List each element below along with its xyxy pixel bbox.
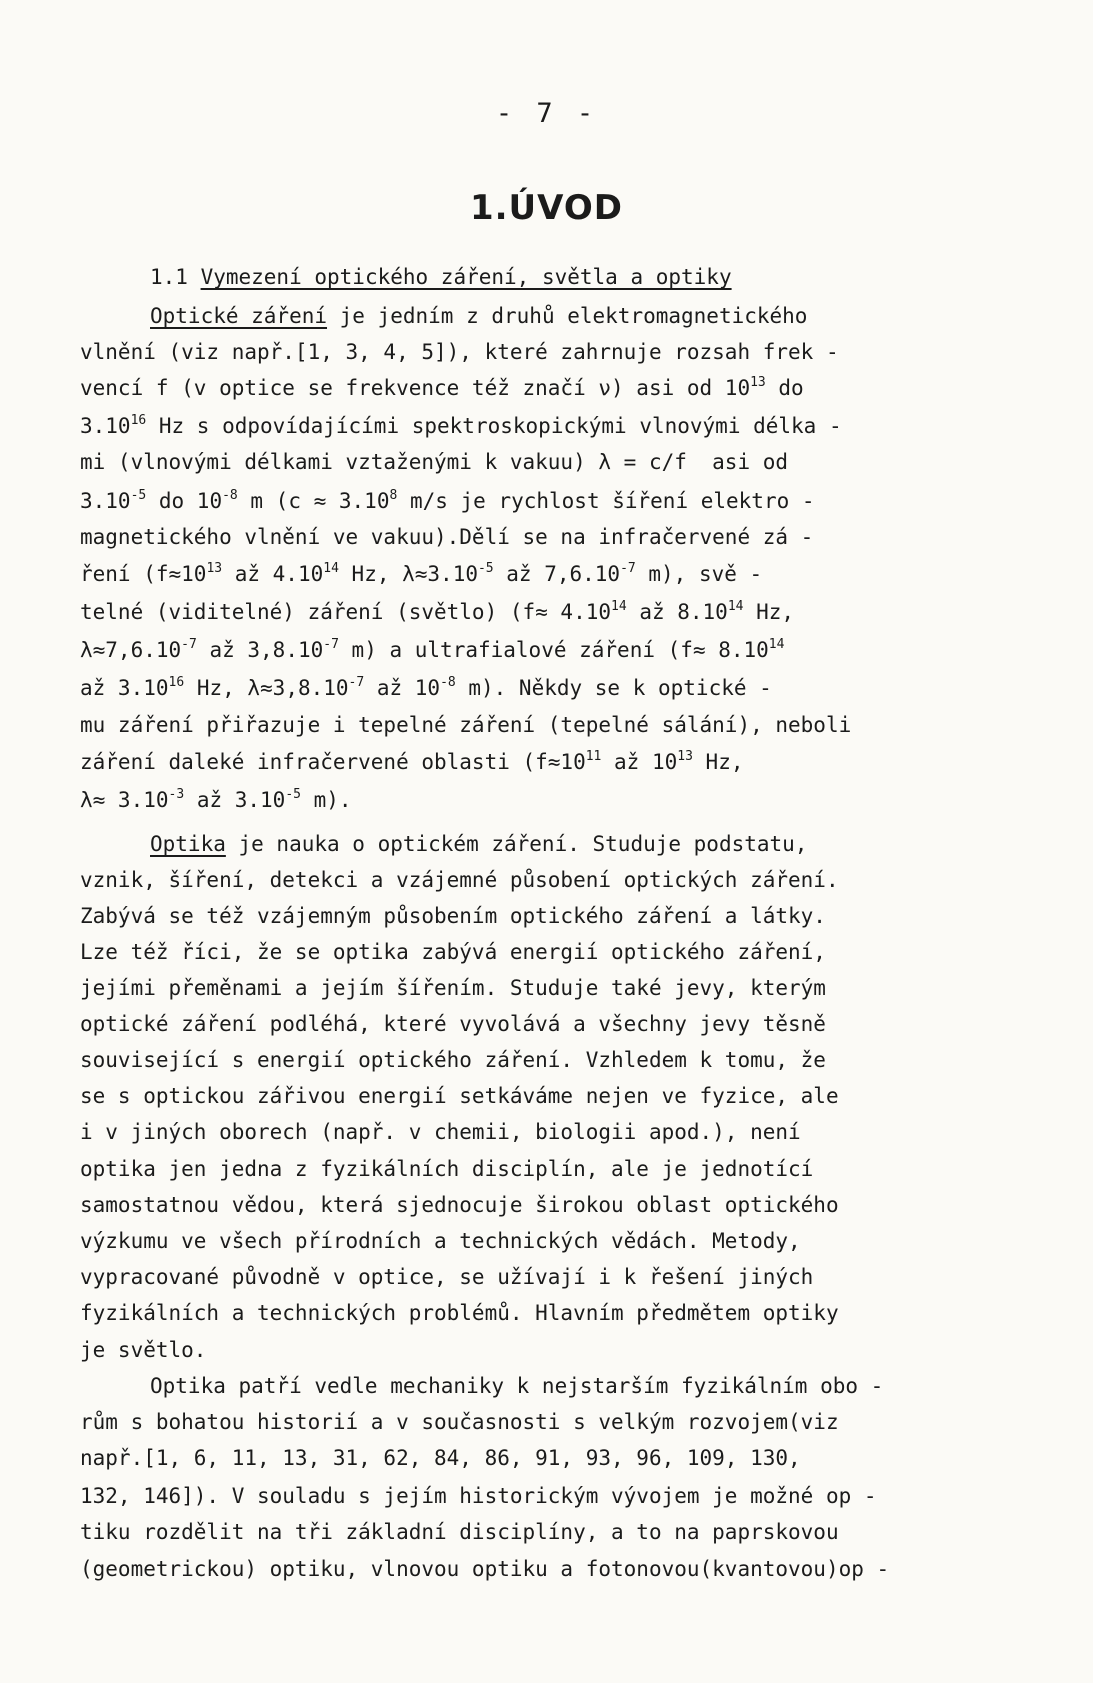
text-run: až 7,6.10: [493, 562, 621, 586]
text-run: optika jen jedna z fyzikálních disciplín, ale je jednotící: [80, 1157, 814, 1181]
text-run: (geometrickou) optiku, vlnovou optiku a fotonovou(kvantovou)op -: [80, 1557, 890, 1581]
superscript: 13: [206, 561, 223, 576]
text-run: m).: [300, 788, 352, 812]
text-run: tiku rozdělit na tři základní disciplíny, a to na paprskovou: [80, 1520, 839, 1544]
text-line: [80, 1082, 1040, 1110]
text-run: 132, 146]). V souladu s jejím historickým vývojem je možné op -: [80, 1484, 877, 1508]
text-line: [80, 866, 1040, 894]
text-run: záření daleké infračervené oblasti (f≈10: [80, 750, 586, 774]
section-heading: [150, 265, 732, 289]
superscript: -7: [181, 637, 197, 652]
text-line: [80, 1336, 1040, 1364]
text-run: Lze též říci, že se optika zabývá energií optického záření,: [80, 940, 826, 964]
text-run: do: [765, 376, 804, 400]
text-run: 3.10: [80, 489, 131, 513]
underlined-term: Optické záření: [150, 304, 328, 328]
text-line: [80, 1046, 1040, 1074]
text-line: [80, 1118, 1040, 1146]
section-number: 1.1: [150, 265, 201, 289]
text-run: je světlo.: [80, 1338, 207, 1362]
superscript: 13: [677, 749, 693, 764]
superscript: -5: [130, 488, 147, 503]
superscript: -7: [620, 561, 636, 576]
text-run: vznik, šíření, detekci a vzájemné působení optických záření.: [80, 868, 839, 892]
text-run: výzkumu ve všech přírodních a technických vědách. Metody,: [80, 1229, 801, 1253]
text-run: související s energií optického záření. Vzhledem k tomu, že: [80, 1048, 826, 1072]
text-run: až 3,8.10: [196, 638, 324, 662]
text-line: [80, 974, 1040, 1002]
superscript: 16: [168, 675, 185, 690]
text-run: vypracované původně v optice, se užívají i k řešení jiných: [80, 1265, 814, 1289]
text-run: vencí f (v optice se frekvence též značí ν) asi od 10: [80, 376, 751, 400]
superscript: -5: [477, 561, 494, 576]
superscript: 13: [750, 375, 766, 390]
text-line: [80, 1518, 1040, 1546]
text-line: [80, 1408, 1040, 1436]
text-run: m) a ultrafialové záření (f≈ 8.10: [338, 638, 769, 662]
text-run: mu záření přiřazuje i tepelné záření (tepelné sálání), neboli: [80, 713, 852, 737]
text-line: [80, 523, 1040, 551]
text-run: ření (f≈10: [80, 562, 207, 586]
text-line: [80, 412, 1040, 440]
superscript: 11: [585, 749, 602, 764]
text-run: m), svě -: [635, 562, 763, 586]
text-run: magnetického vlnění ve vakuu).Dělí se na infračervené zá -: [80, 525, 814, 549]
chapter-title: 1.ÚVOD: [469, 188, 624, 228]
text-run: až 3.10: [80, 676, 169, 700]
text-line: [80, 1191, 1040, 1219]
text-line: [80, 674, 1040, 702]
text-run: Hz, λ≈3.10: [338, 562, 478, 586]
superscript: -7: [348, 675, 365, 690]
text-run: např.[1, 6, 11, 13, 31, 62, 84, 86, 91, 93, 96, 109, 130,: [80, 1446, 801, 1470]
text-line: [80, 786, 1040, 814]
superscript: 8: [389, 488, 398, 503]
text-line: [80, 938, 1040, 966]
text-line: [80, 560, 1040, 588]
page-number: - 7 -: [495, 98, 598, 129]
superscript: -3: [168, 787, 185, 802]
superscript: -8: [440, 675, 456, 690]
text-run: fyzikálních a technických problémů. Hlavním předmětem optiky: [80, 1301, 839, 1325]
text-run: m). Někdy se k optické -: [455, 676, 772, 700]
text-run: až 8.10: [626, 600, 728, 624]
text-run: se s optickou zářivou energií setkáváme nejen ve fyzice, ale: [80, 1084, 839, 1108]
text-run: až 10: [601, 750, 678, 774]
superscript: 14: [323, 561, 339, 576]
text-line: [80, 302, 1093, 330]
text-run: λ≈7,6.10: [80, 638, 182, 662]
superscript: -7: [323, 637, 339, 652]
text-run: telné (viditelné) záření (světlo) (f≈ 4.10: [80, 600, 612, 624]
text-run: samostatnou vědou, která sjednocuje širokou oblast optického: [80, 1193, 839, 1217]
underlined-term: Optika: [150, 832, 226, 856]
text-run: m/s je rychlost šíření elektro -: [397, 489, 815, 513]
text-run: Hz,: [692, 750, 744, 774]
text-run: až 3.10: [184, 788, 286, 812]
superscript: 16: [130, 413, 147, 428]
text-run: 3.10: [80, 414, 131, 438]
text-line: [80, 1263, 1040, 1291]
text-line: [80, 1155, 1040, 1183]
text-line: [80, 448, 1040, 476]
text-line: [80, 830, 1093, 858]
text-line: [80, 598, 1040, 626]
text-run: λ≈ 3.10: [80, 788, 169, 812]
section-title: Vymezení optického záření, světla a optiky: [200, 265, 732, 289]
text-run: Hz s odpovídajícími spektroskopickými vlnovými délka -: [146, 414, 842, 438]
text-run: optické záření podléhá, které vyvolává a všechny jevy těsně: [80, 1012, 826, 1036]
text-line: [80, 374, 1040, 402]
text-run: Optika patří vedle mechaniky k nejstarším fyzikálním obo -: [150, 1374, 884, 1398]
superscript: -5: [285, 787, 301, 802]
text-line: [80, 902, 1040, 930]
text-line: [80, 1372, 1093, 1400]
text-run: až 10: [364, 676, 441, 700]
text-run: Hz,: [743, 600, 795, 624]
text-run: i v jiných oborech (např. v chemii, biologii apod.), není: [80, 1120, 801, 1144]
text-run: mi (vlnovými délkami vztaženými k vakuu) λ = c/f asi od: [80, 450, 789, 474]
text-line: [80, 1444, 1040, 1472]
text-line: [80, 338, 1040, 366]
text-line: [80, 711, 1040, 739]
text-line: [80, 1555, 1040, 1583]
superscript: 14: [611, 599, 627, 614]
text-run: až 4.10: [222, 562, 324, 586]
text-run: Zabývá se též vzájemným působením optického záření a látky.: [80, 904, 826, 928]
text-run: vlnění (viz např.[1, 3, 4, 5]), které zahrnuje rozsah frek -: [80, 340, 839, 364]
superscript: -8: [222, 488, 238, 503]
text-run: Hz, λ≈3,8.10: [184, 676, 349, 700]
text-line: [80, 1227, 1040, 1255]
text-run: jejími přeměnami a jejím šířením. Studuje také jevy, kterým: [80, 976, 826, 1000]
superscript: 14: [768, 637, 785, 652]
text-line: [80, 636, 1040, 664]
text-run: do 10: [146, 489, 223, 513]
text-run: je nauka o optickém záření. Studuje podstatu,: [225, 832, 808, 856]
text-line: [80, 1010, 1040, 1038]
text-run: m (c ≈ 3.10: [237, 489, 390, 513]
text-line: [80, 1482, 1040, 1510]
text-run: je jedním z druhů elektromagnetického: [327, 304, 808, 328]
text-line: [80, 748, 1040, 776]
superscript: 14: [727, 599, 744, 614]
text-line: [80, 1299, 1040, 1327]
text-line: [80, 487, 1040, 515]
text-run: rům s bohatou historií a v současnosti s velkým rozvojem(viz: [80, 1410, 839, 1434]
